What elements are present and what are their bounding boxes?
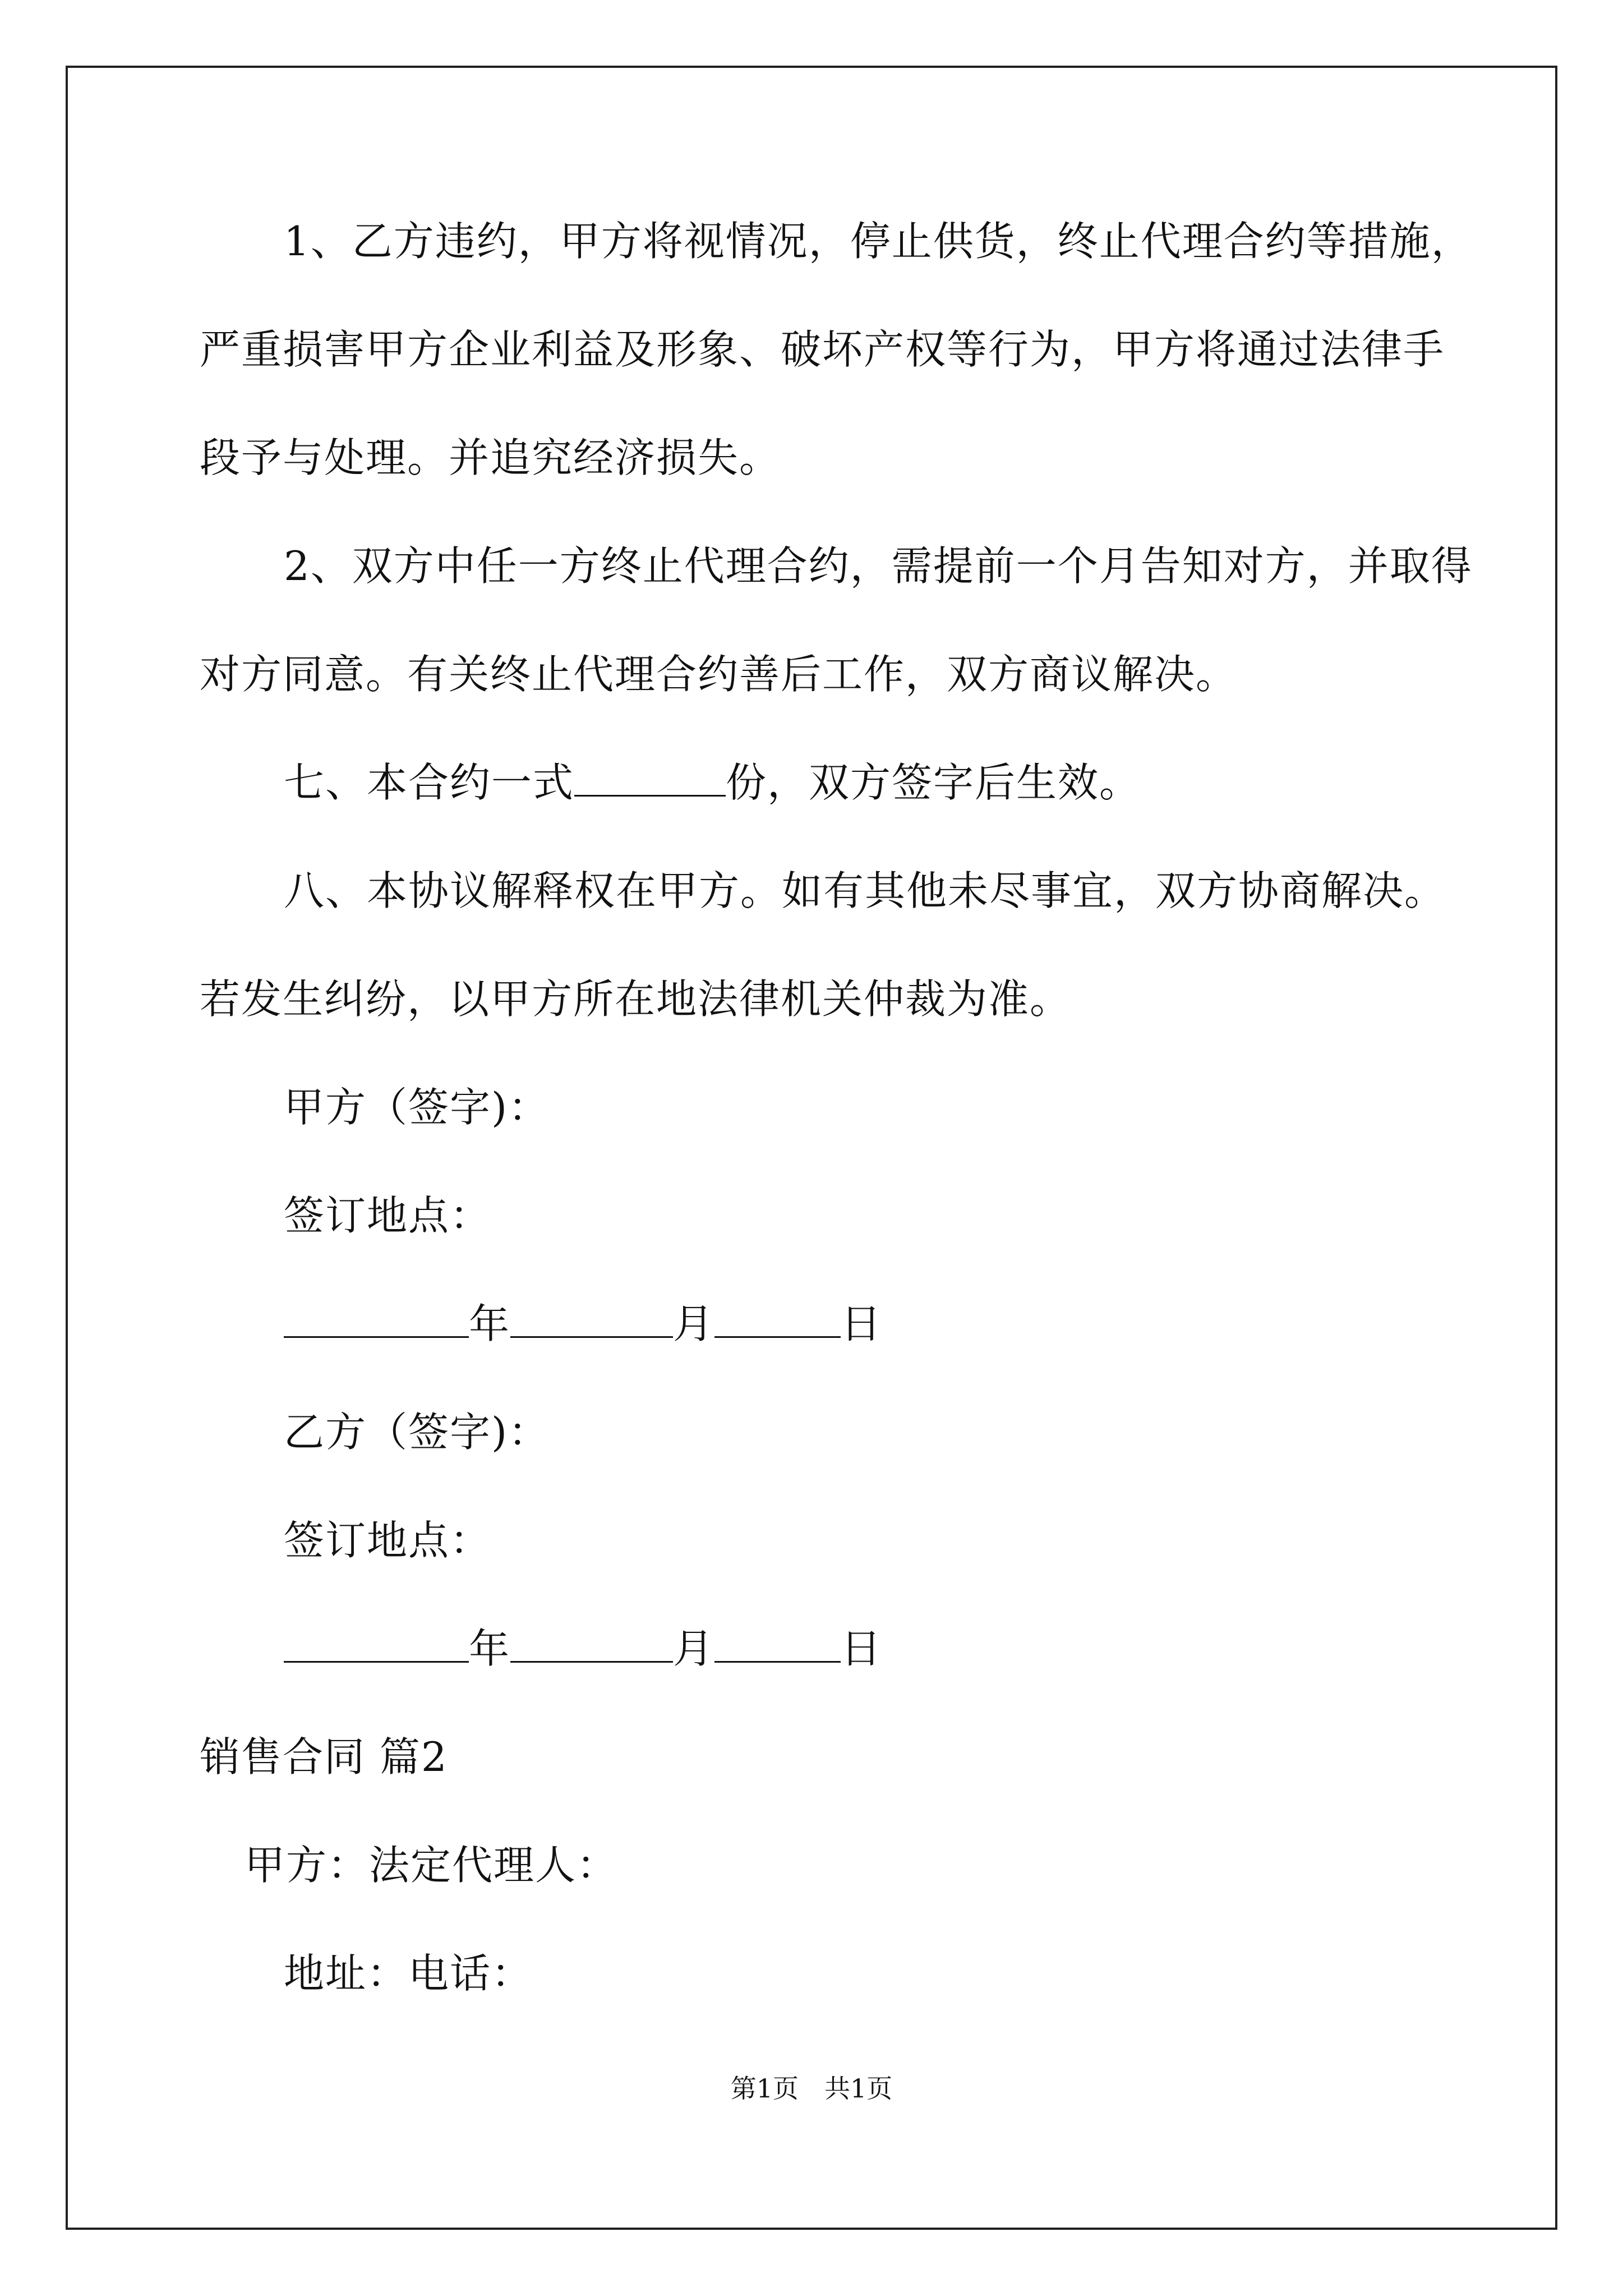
party-b-year-blank: [284, 1627, 469, 1663]
party-a-day-label: 日: [841, 1300, 883, 1347]
section-2-party-a: 甲方：法定代理人：: [245, 1842, 619, 1889]
paragraph-1-line-2: 严重损害甲方企业利益及形象、破坏产权等行为，甲方将通过法律手: [200, 326, 1445, 373]
paragraph-copies: [284, 757, 1141, 808]
party-a-year-blank: [284, 1303, 469, 1338]
party-a-signature-label: 甲方（签字)：: [284, 1084, 550, 1131]
paragraph-interpretation-line-2: 若发生纠纷，以甲方所在地法律机关仲裁为准。: [200, 976, 1072, 1023]
party-b-month-blank: [510, 1627, 673, 1663]
paragraph-2-line-1: 2、双方中任一方终止代理合约，需提前一个月告知对方，并取得: [284, 542, 1473, 590]
party-a-year-label: 年: [469, 1300, 511, 1347]
page-footer: 第1页 共1页: [730, 2073, 893, 2104]
party-b-place-label: 签订地点：: [284, 1517, 492, 1564]
party-a-month-blank: [510, 1303, 673, 1338]
party-b-day-blank: [714, 1627, 841, 1663]
section-2-title: 销售合同 篇2: [200, 1733, 448, 1780]
party-a-day-blank: [714, 1303, 841, 1338]
section-2-address: 地址：电话：: [284, 1950, 533, 1997]
party-b-signature-label: 乙方（签字)：: [284, 1409, 550, 1456]
party-a-date-line: [284, 1299, 882, 1349]
page-border: [66, 66, 1557, 2230]
party-b-day-label: 日: [841, 1625, 883, 1672]
party-a-place-label: 签订地点：: [284, 1192, 492, 1239]
party-b-year-label: 年: [469, 1625, 511, 1672]
paragraph-interpretation-line-1: 八、本协议解释权在甲方。如有其他未尽事宜，双方协商解决。: [284, 867, 1446, 914]
paragraph-1-line-1: 1、乙方违约，甲方将视情况，停止供货，终止代理合约等措施，: [284, 218, 1473, 265]
copies-blank: [574, 761, 726, 797]
copies-suffix: 份，双方签字后生效。: [726, 759, 1141, 806]
paragraph-1-line-3: 段予与处理。并追究经济损失。: [200, 434, 781, 481]
party-b-month-label: 月: [673, 1625, 715, 1672]
party-b-date-line: [284, 1623, 882, 1674]
copies-prefix: 七、本合约一式: [284, 759, 575, 806]
party-a-month-label: 月: [673, 1300, 715, 1347]
paragraph-2-line-2: 对方同意。有关终止代理合约善后工作，双方商议解决。: [200, 651, 1238, 698]
